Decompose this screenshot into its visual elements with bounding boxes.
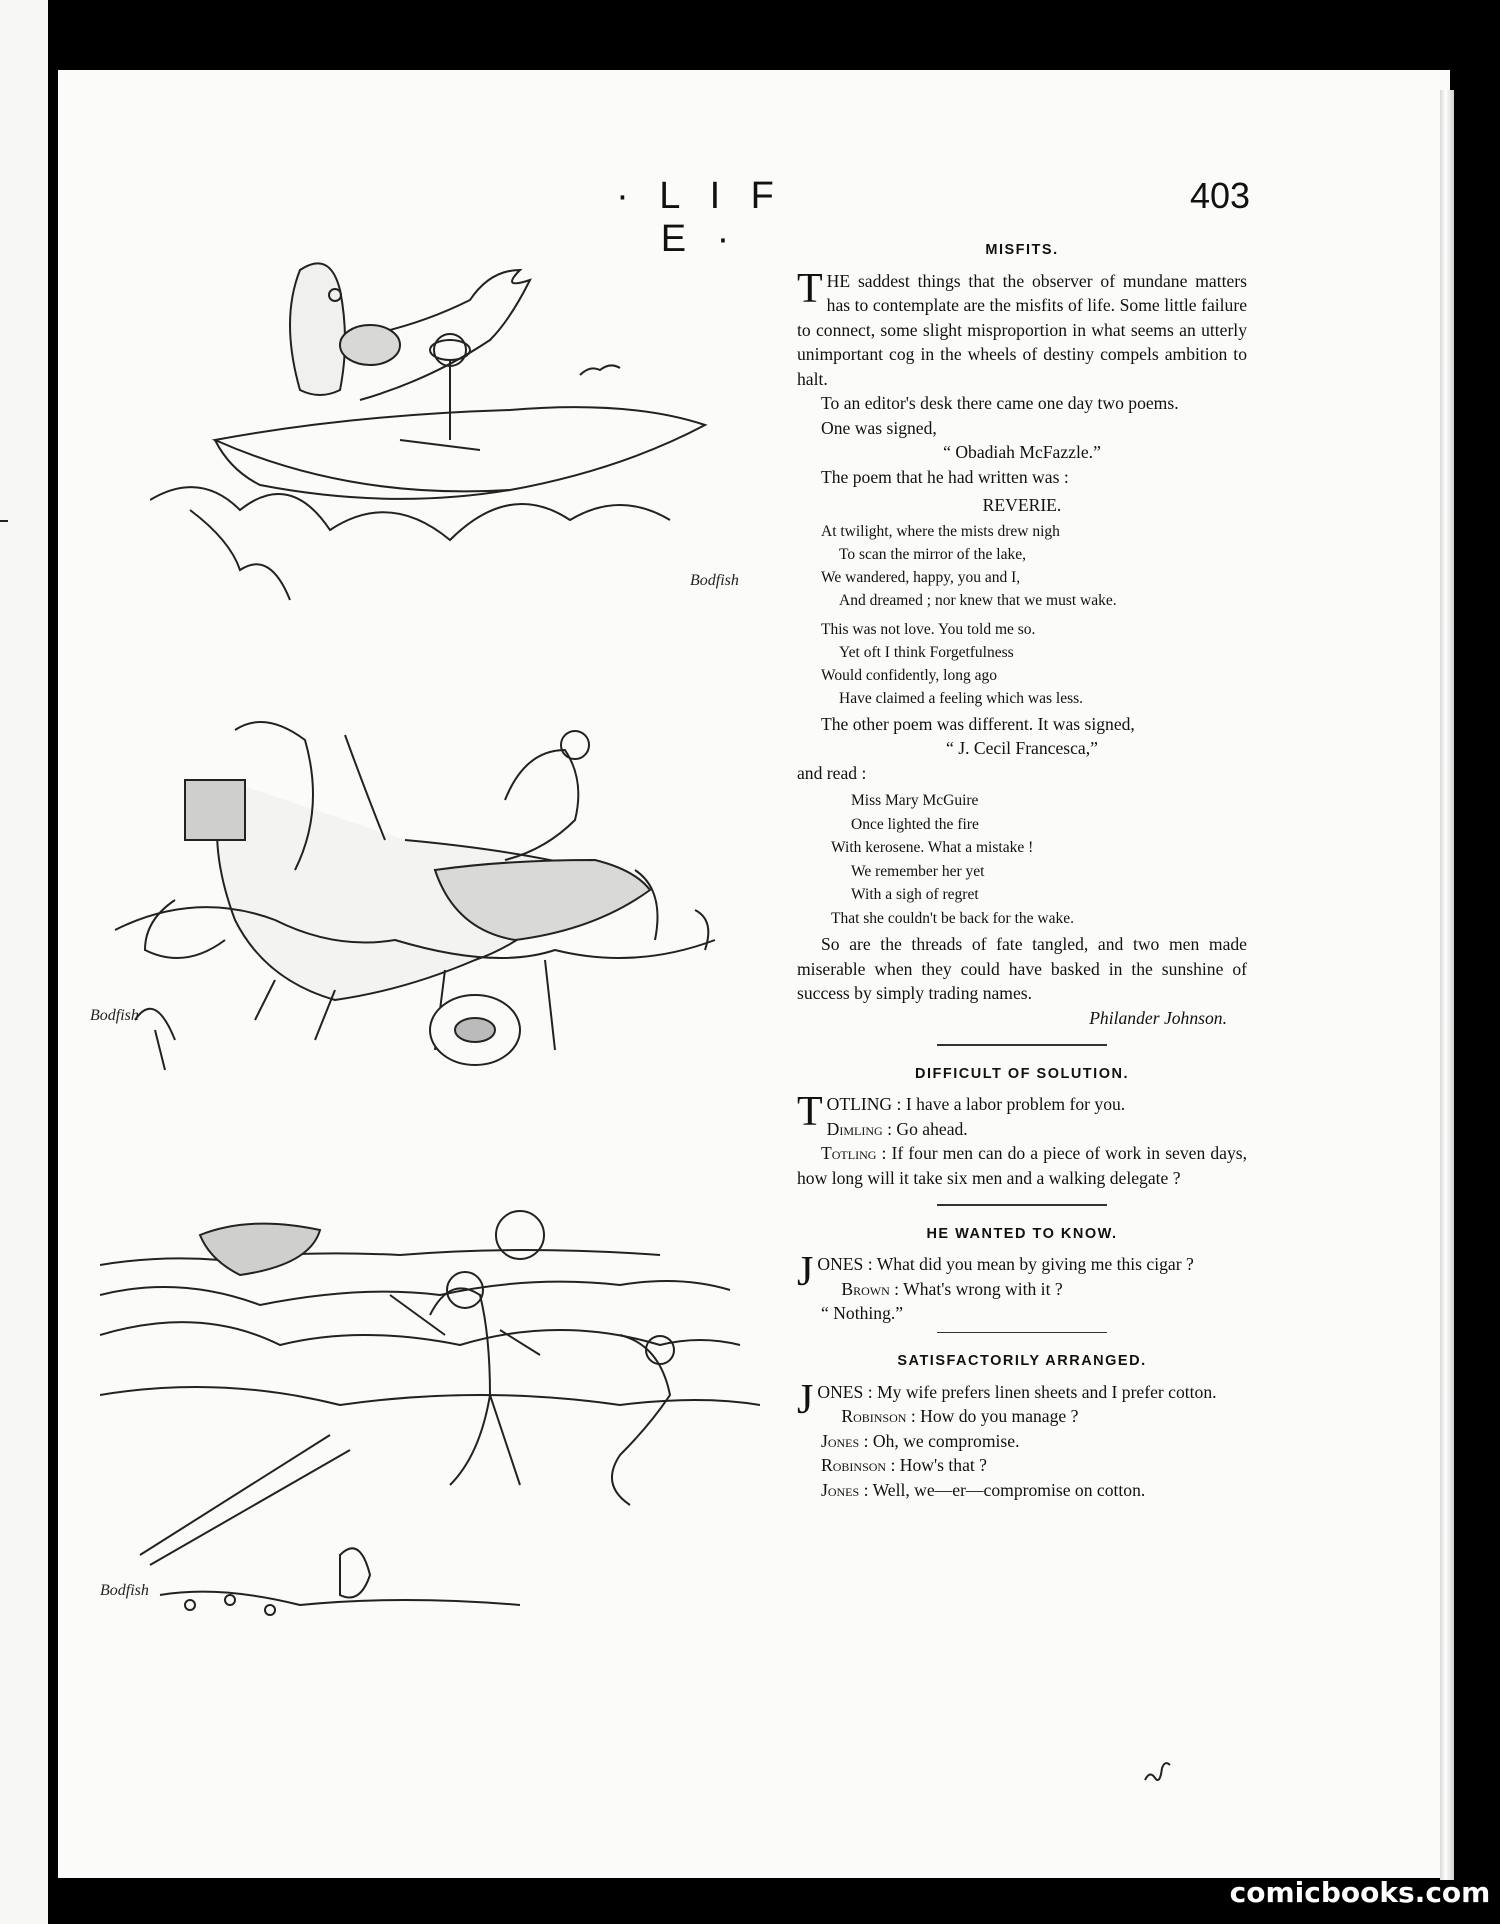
dialogue: How do you manage ? bbox=[920, 1406, 1079, 1426]
divider bbox=[937, 1204, 1107, 1206]
dialogue: My wife prefers linen sheets and I prefer cotton. bbox=[877, 1381, 1217, 1402]
illustration-fish-boy-boat bbox=[75, 690, 775, 1110]
artist-signature-2: Bodfish bbox=[90, 1007, 139, 1024]
signature-line: “ J. Cecil Francesca,” bbox=[946, 738, 1098, 758]
paragraph: To an editor's desk there came one day two poems. bbox=[821, 393, 1179, 413]
paragraph: HE saddest things that the observer of mundane matters has to contemplate are the misfits of life. Some little failure to connect, some slight misproportion in what seems an utterly unimportant cog in the wheels of destiny compels ambition to halt. bbox=[797, 270, 1247, 389]
paragraph: One was signed, bbox=[821, 417, 937, 438]
dialogue: Oh, we compromise. bbox=[872, 1430, 1020, 1451]
poem-line: With kerosene. What a mistake ! bbox=[831, 839, 1034, 856]
poem-line: We remember her yet bbox=[851, 862, 985, 880]
divider bbox=[937, 1044, 1107, 1046]
speaker: Robinson : bbox=[821, 1455, 896, 1475]
dropcap: J bbox=[797, 1249, 814, 1295]
speaker: Brown : bbox=[841, 1278, 900, 1299]
page-number: 403 bbox=[1190, 175, 1251, 216]
article-he-wanted-to-know bbox=[797, 1222, 1247, 1326]
dropcap: T bbox=[797, 265, 823, 312]
poem-line: We wandered, happy, you and I, bbox=[821, 568, 1021, 586]
byline: Philander Johnson. bbox=[1089, 1007, 1227, 1028]
text-column bbox=[797, 238, 1247, 1502]
dialogue: How's that ? bbox=[899, 1455, 987, 1475]
magazine-title: · L I F E · bbox=[616, 175, 784, 260]
dropcap: J bbox=[797, 1376, 814, 1423]
signature-line: “ Obadiah McFazzle.” bbox=[943, 442, 1101, 462]
artist-signature-3: Bodfish bbox=[100, 1582, 149, 1599]
paragraph: So are the threads of fate tangled, and two men made miserable when they could have basked in the sunshine of success by simply trading names. bbox=[797, 934, 1247, 1003]
article-misfits bbox=[797, 238, 1247, 1030]
heading-difficult: DIFFICULT OF SOLUTION. bbox=[915, 1065, 1129, 1082]
heading-arranged: SATISFACTORILY ARRANGED. bbox=[897, 1353, 1147, 1369]
poem-line: With a sigh of regret bbox=[851, 886, 979, 903]
paragraph: The poem that he had written was : bbox=[821, 466, 1069, 487]
dialogue: “ Nothing.” bbox=[821, 1303, 904, 1323]
divider bbox=[937, 1332, 1107, 1334]
article-difficult-of-solution bbox=[797, 1062, 1247, 1191]
speaker: Dimling : bbox=[826, 1118, 892, 1139]
page-edge bbox=[1440, 90, 1454, 1880]
poem-title: REVERIE. bbox=[982, 495, 1062, 515]
dialogue: I have a labor problem for you. bbox=[905, 1094, 1126, 1114]
illustration-beach-shipwreck bbox=[100, 1195, 760, 1645]
paragraph: and read : bbox=[797, 762, 867, 783]
poem-line: Miss Mary McGuire bbox=[851, 792, 979, 809]
speaker: Jones : bbox=[821, 1430, 869, 1451]
watermark: comicbooks.com bbox=[1229, 1876, 1491, 1909]
dialogue: Go ahead. bbox=[896, 1118, 968, 1139]
speaker: ONES : bbox=[817, 1381, 873, 1402]
paragraph: The other poem was different. It was signed, bbox=[821, 713, 1135, 734]
poem-line: To scan the mirror of the lake, bbox=[839, 545, 1026, 563]
heading-wanted: HE WANTED TO KNOW. bbox=[926, 1225, 1118, 1242]
ink-mark bbox=[1140, 1750, 1180, 1790]
speaker: OTLING : bbox=[826, 1094, 902, 1114]
poem-line: This was not love. You told me so. bbox=[821, 620, 1036, 638]
poem-line: Would confidently, long ago bbox=[821, 666, 997, 684]
poem-line: Have claimed a feeling which was less. bbox=[839, 689, 1084, 707]
dialogue: What did you mean by giving me this cigar ? bbox=[876, 1254, 1194, 1274]
dialogue: What's wrong with it ? bbox=[903, 1278, 1063, 1299]
poem-limerick bbox=[831, 789, 1247, 930]
poem-reverie bbox=[821, 520, 1247, 710]
speaker: Robinson : bbox=[841, 1406, 916, 1426]
article-satisfactorily-arranged bbox=[797, 1349, 1247, 1502]
poem-line: And dreamed ; nor knew that we must wake. bbox=[839, 591, 1117, 609]
heading-misfits: MISFITS. bbox=[985, 242, 1059, 258]
poem-line: At twilight, where the mists drew nigh bbox=[821, 522, 1060, 540]
speaker: ONES : bbox=[817, 1254, 873, 1274]
speaker: Jones : bbox=[821, 1479, 869, 1500]
left-page-margin bbox=[0, 0, 48, 1924]
dialogue: If four men can do a piece of work in seven days, how long will it take six men and a walking delegate ? bbox=[797, 1143, 1247, 1188]
poem-line: That she couldn't be back for the wake. bbox=[831, 909, 1074, 927]
poem-line: Yet oft I think Forgetfulness bbox=[839, 643, 1014, 661]
artist-signature-1: Bodfish bbox=[690, 572, 739, 589]
illustration-fish-rowboat bbox=[150, 240, 790, 610]
poem-line: Once lighted the fire bbox=[851, 815, 979, 833]
dialogue: Well, we—er—compromise on cotton. bbox=[872, 1479, 1146, 1500]
speaker: Totling : bbox=[821, 1143, 887, 1163]
dropcap: T bbox=[797, 1089, 823, 1135]
